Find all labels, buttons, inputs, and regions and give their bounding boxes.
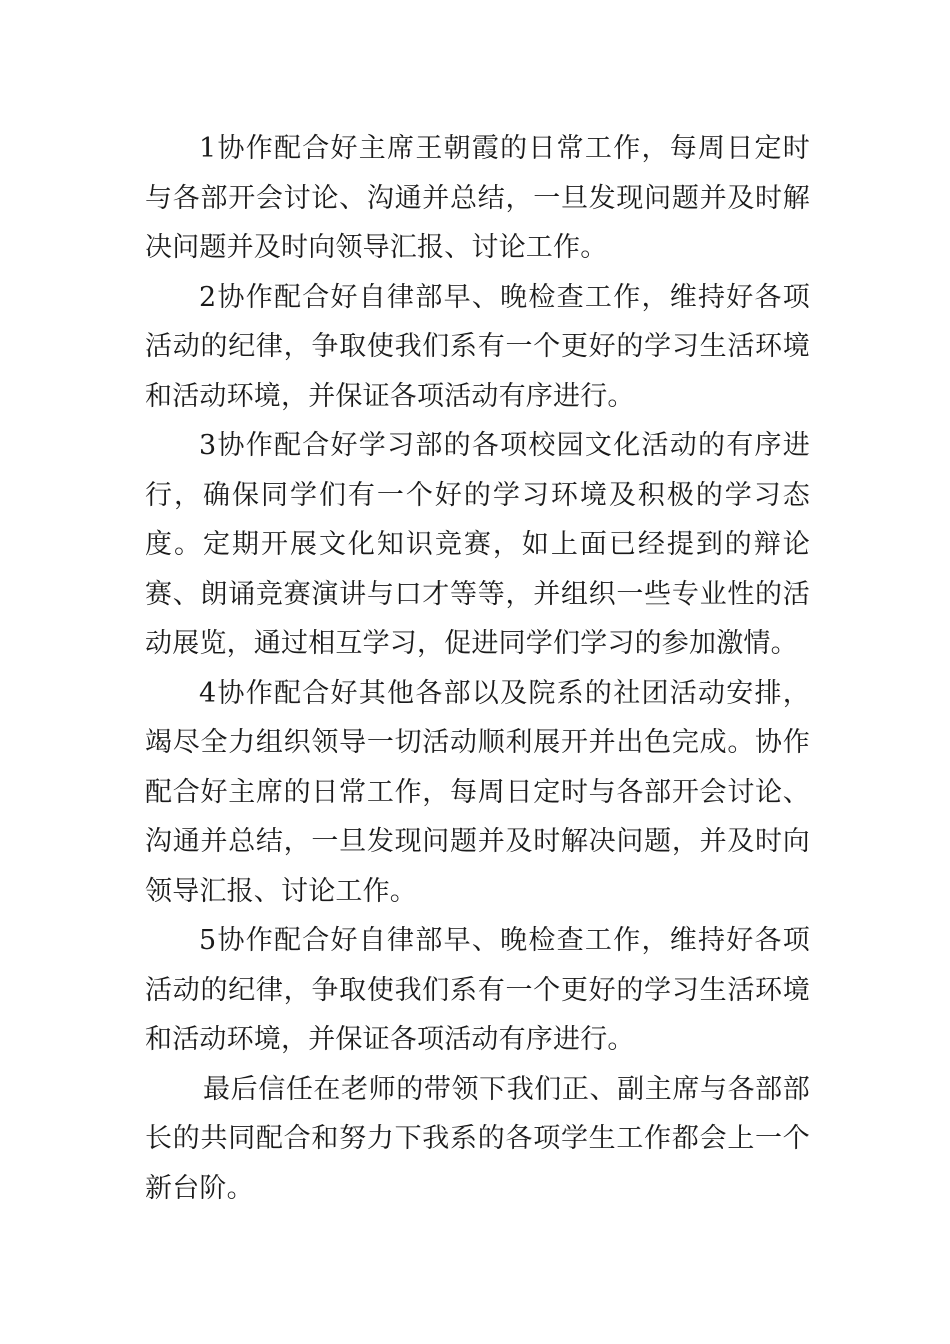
paragraph-5: 5协作配合好自律部早、晚检查工作，维持好各项活动的纪律，争取使我们系有一个更好的学习生活环境和活动环境，并保证各项活动有序进行。 [145,925,810,1055]
document-body [145,124,810,1213]
paragraph-2: 2协作配合好自律部早、晚检查工作，维持好各项活动的纪律，争取使我们系有一个更好的学习生活环境和活动环境，并保证各项活动有序进行。 [145,281,810,412]
paragraph-closing: 最后信任在老师的带领下我们正、副主席与各部部长的共同配合和努力下我系的各项学生工作都会上一个新台阶。 [145,1073,810,1204]
paragraph-4: 4协作配合好其他各部以及院系的社团活动安排，竭尽全力组织领导一切活动顺利展开并出色完成。协作配合好主席的日常工作，每周日定时与各部开会讨论、沟通并总结，一旦发现问题并及时解决问题，并及时向领导汇报、讨论工作。 [145,677,810,907]
paragraph-3: 3协作配合好学习部的各项校园文化活动的有序进行，确保同学们有一个好的学习环境及积极的学习态度。定期开展文化知识竞赛，如上面已经提到的辩论赛、朗诵竞赛演讲与口才等等，并组织一些专业性的活动展览，通过相互学习，促进同学们学习的参加激情。 [145,430,810,659]
paragraph-1: 1协作配合好主席王朝霞的日常工作，每周日定时与各部开会讨论、沟通并总结，一旦发现问题并及时解决问题并及时向领导汇报、讨论工作。 [145,133,810,263]
